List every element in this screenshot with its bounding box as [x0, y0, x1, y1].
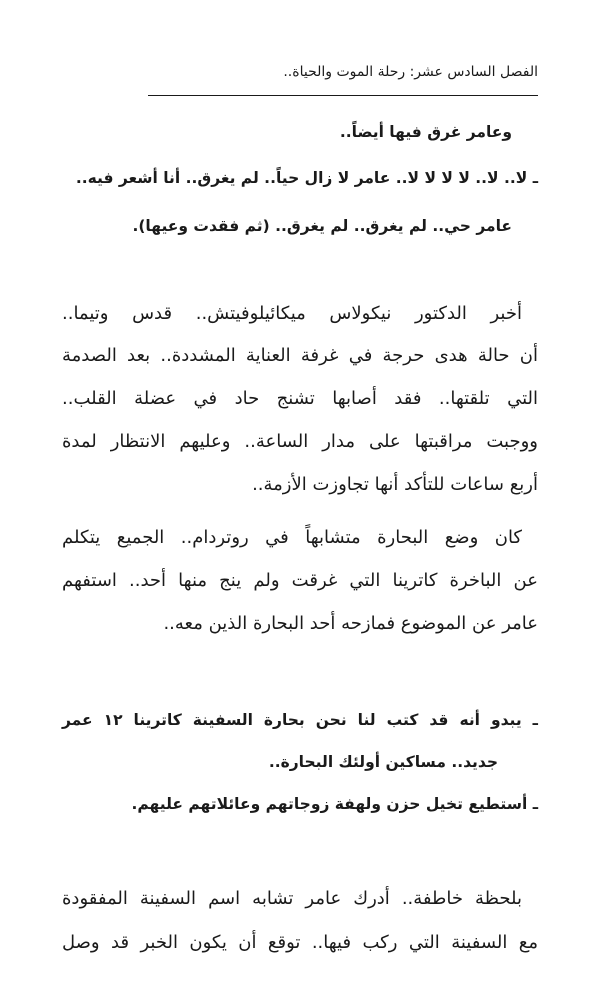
paragraph-line: عامر عن الموضوع فمازحه أحد البحارة الذين معه.. [163, 613, 538, 634]
dialog-line: وعامر غرق فيها أيضاً.. [339, 123, 512, 141]
paragraph-line: ووجبت مراقبتها على مدار الساعة.. وعليهم الانتظار لمدة [62, 431, 538, 452]
dialog-block-1 [62, 114, 538, 246]
paragraph-line: التي تلقتها.. فقد أصابها تشنج حاد في عضلة القلب.. [62, 388, 538, 409]
header-divider [148, 95, 538, 96]
paragraph-line: أن حالة هدى حرجة في غرفة العناية المشددة.. بعد الصدمة [62, 345, 538, 366]
paragraph-line: كان وضع البحارة متشابهاً في روتردام.. الجميع يتكلم [62, 527, 522, 548]
paragraph-line: أربع ساعات للتأكد أنها تجاوزت الأزمة.. [252, 474, 538, 495]
paragraph-line: بلحظة خاطفة.. أدرك عامر تشابه اسم السفينة المفقودة [62, 888, 522, 909]
running-header: الفصل السادس عشر: رحلة الموت والحياة.. [283, 64, 538, 80]
dialog-block-2 [62, 702, 538, 832]
paragraph-line: مع السفينة التي ركب فيها.. توقع أن يكون الخبر قد وصل [62, 932, 538, 953]
dialog-line: ـ يبدو أنه قد كتب لنا نحن بحارة السفينة كاترينا ١٢ عمر [62, 711, 538, 729]
paragraph-1 [62, 295, 538, 515]
paragraph-line: أخبر الدكتور نيكولاس ميكائيلوفيتش.. قدس وتيما.. [62, 303, 522, 324]
dialog-line: عامر حي.. لم يغرق.. لم يغرق.. (ثم فقدت وعيها). [132, 217, 512, 235]
dialog-line: ـ أستطيع تخيل حزن ولهفة زوجاتهم وعائلاتهم عليهم. [131, 795, 538, 813]
paragraph-2 [62, 519, 538, 649]
dialog-line: جديد.. مساكين أولئك البحارة.. [268, 753, 498, 771]
paragraph-line: عن الباخرة كاترينا التي غرقت ولم ينج منها أحد.. استفهم [62, 570, 538, 591]
paragraph-3 [62, 880, 538, 970]
dialog-line: ـ لا.. لا.. لا لا لا لا.. عامر لا زال حياً.. لم يغرق.. أنا أشعر فيه.. [75, 169, 538, 187]
